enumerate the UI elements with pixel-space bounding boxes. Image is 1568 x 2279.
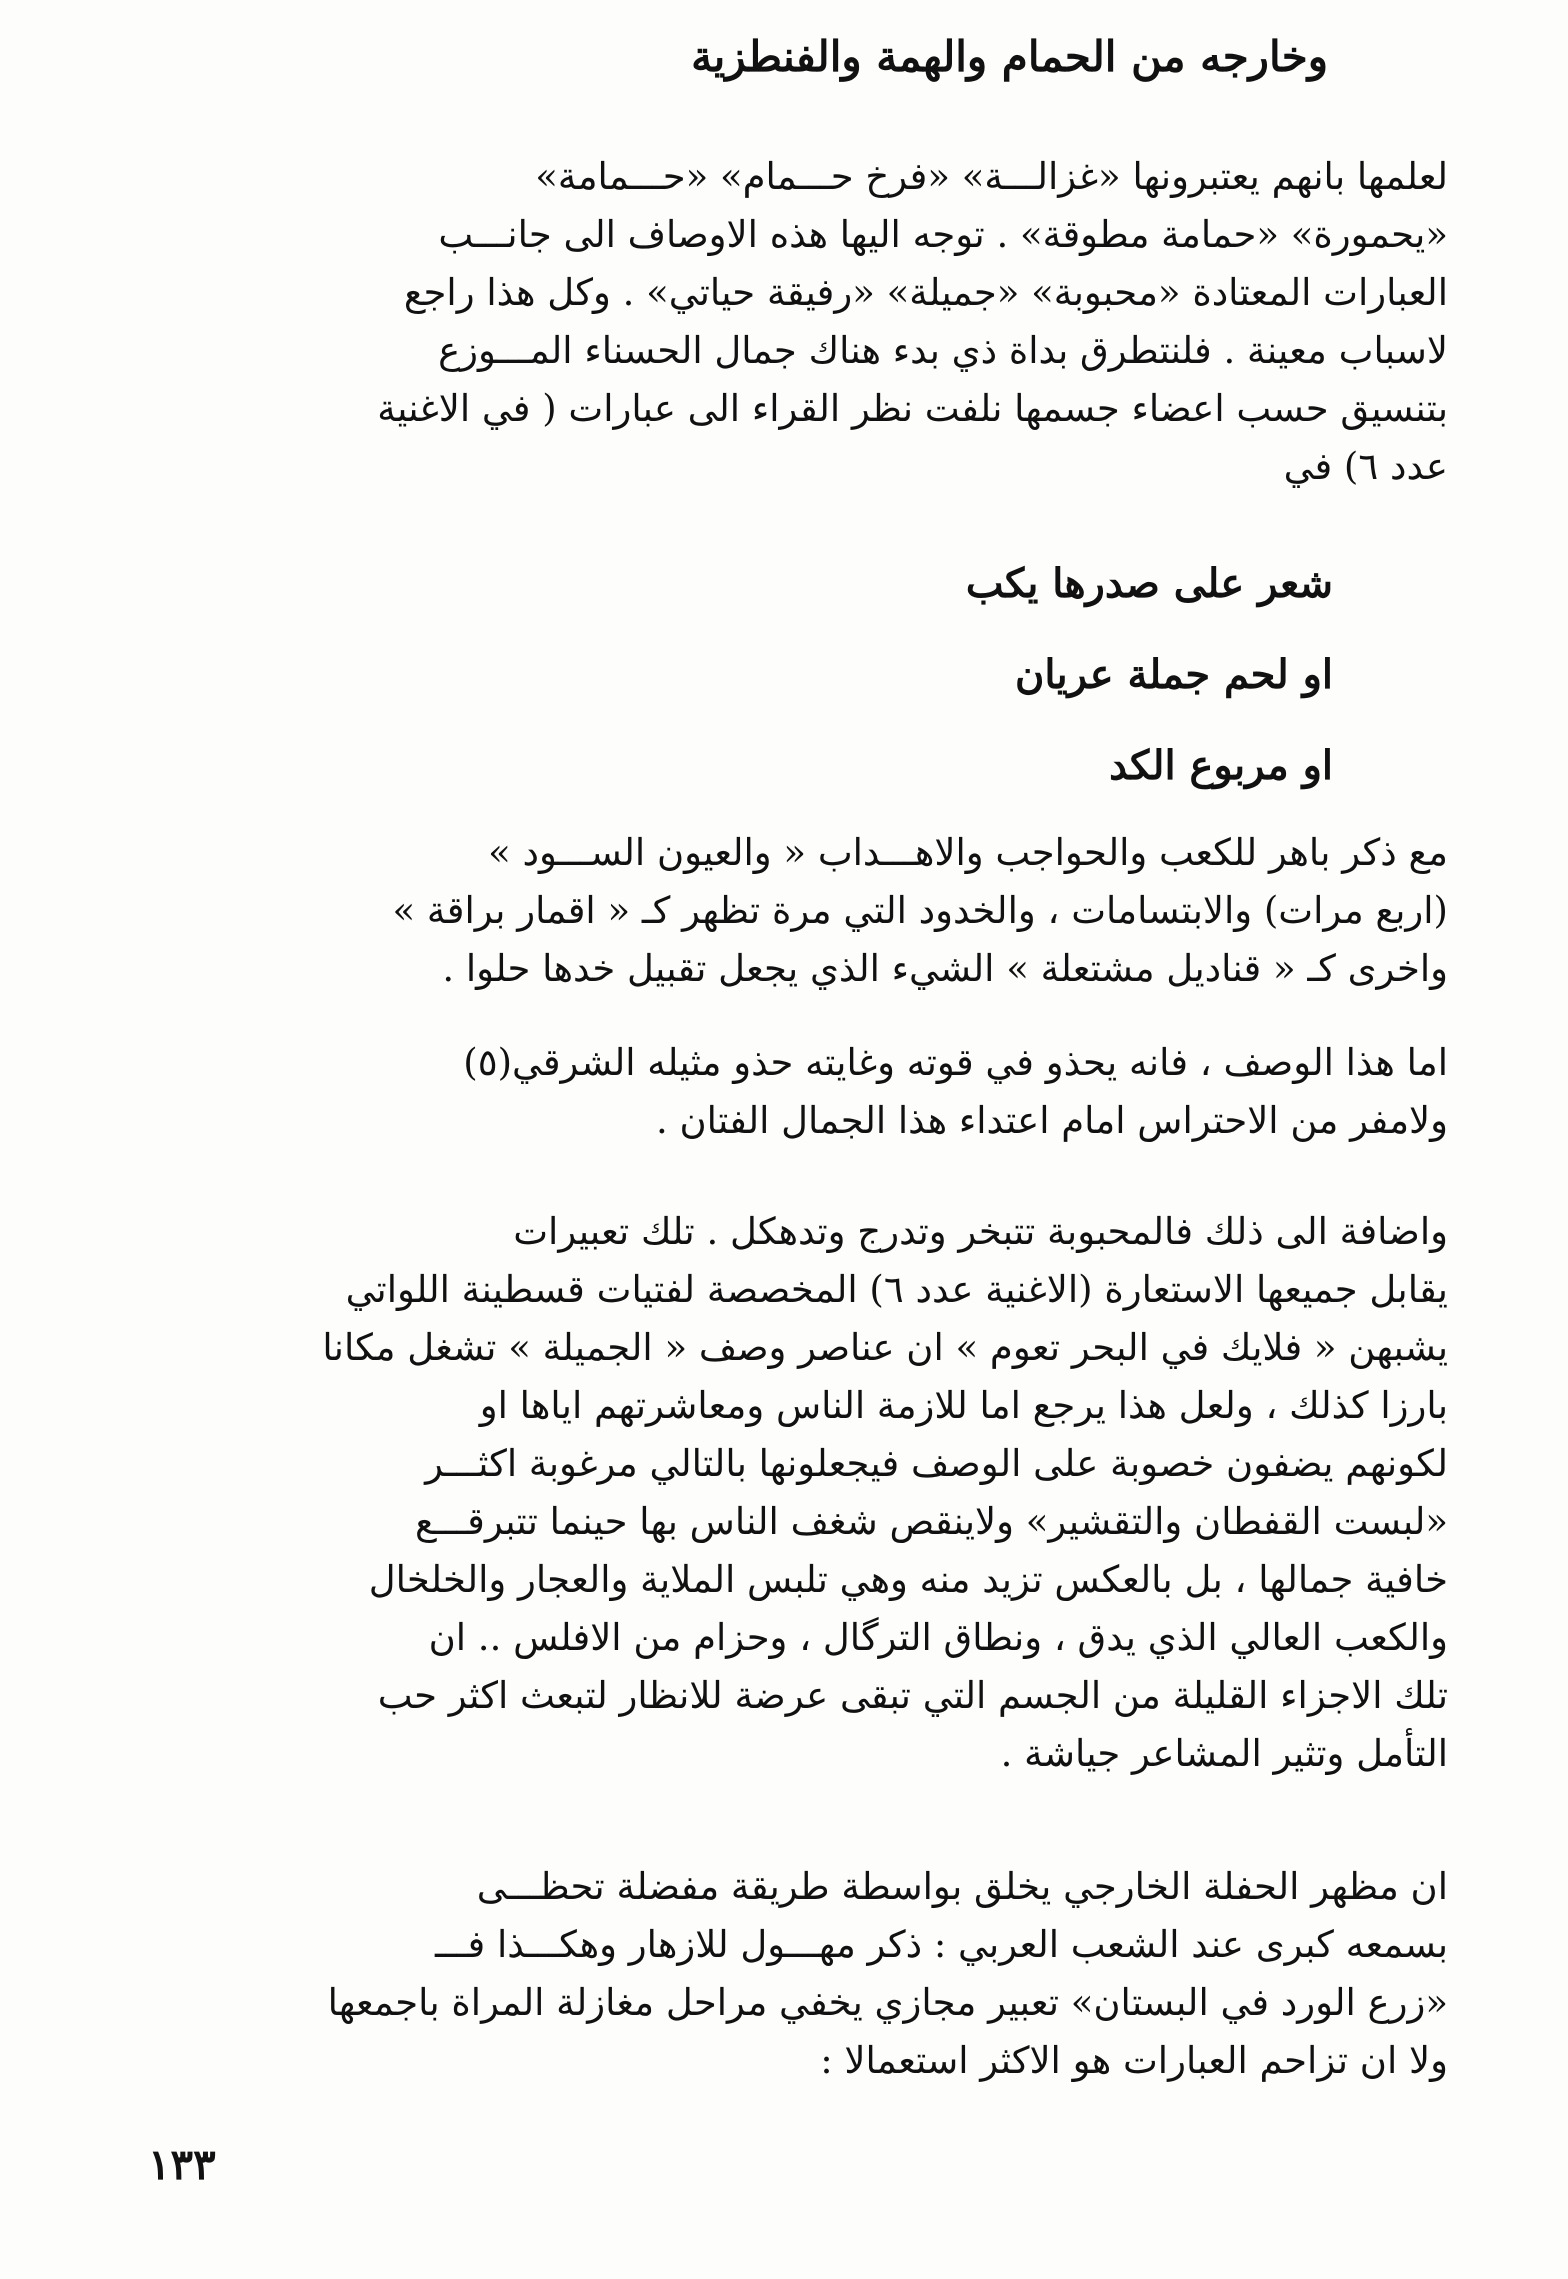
verse-block [966,538,1333,811]
verse-line: او لحم جملة عريان [1014,651,1333,698]
text-line: يقابل جميعها الاستعارة (الاغنية عدد ٦) المخصصة لفتيات قسطينة اللواتي [345,1268,1448,1311]
text-line: لكونهم يضفون خصوبة على الوصف فيجعلونها بالتالي مرغوبة اكثـــر [425,1442,1448,1485]
text-line: يشبهن « فلايك في البحر تعوم » ان عناصر وصف « الجميلة » تشغل مكانا [322,1326,1448,1369]
paragraph-3 [148,1034,1448,1150]
text-line: (اربع مرات) والابتسامات ، والخدود التي مرة تظهر كـ « اقمار براقة » [392,889,1448,932]
text-line: خافية جمالها ، بل بالعكس تزيد منه وهي تلبس الملاية والعجار والخلخال [368,1558,1448,1601]
running-header: وخارجه من الحمام والهمة والفنطزية [691,32,1328,81]
text-line: واضافة الى ذلك فالمحبوبة تتبخر وتدرج وتدهكل . تلك تعبيرات [513,1210,1448,1253]
page-number: ١٣٣ [148,2140,216,2189]
verse-line: او مربوع الكد [1109,742,1333,789]
paragraph-4 [148,1203,1448,1783]
text-line: ولامفر من الاحتراس امام اعتداء هذا الجمال الفتان . [655,1099,1448,1142]
text-line: ان مظهر الحفلة الخارجي يخلق بواسطة طريقة مفضلة تحظـــى [476,1865,1448,1908]
verse-line: شعر على صدرها يكب [965,560,1333,607]
text-line: عدد ٦) في [1283,445,1448,488]
text-line: واخرى كـ « قناديل مشتعلة » الشيء الذي يجعل تقبيل خدها حلوا . [442,947,1448,990]
text-line: والكعب العالي الذي يدق ، ونطاق الترگال ، وحزام من الافلس .. ان [428,1616,1448,1659]
text-line: مع ذكر باهر للكعب والحواجب والاهـــداب « والعيون الســـود » [488,831,1448,874]
text-line: بسمعه كبرى عند الشعب العربي : ذكر مهـــول للازهار وهكـــذا فـــ [435,1923,1448,1966]
text-line: تلك الاجزاء القليلة من الجسم التي تبقى عرضة للانظار لتبعث اكثر حب [377,1674,1448,1717]
text-line: «زرع الورد في البستان» تعبير مجازي يخفي مراحل مغازلة المراة باجمعها [327,1981,1448,2024]
text-line: «لبست القفطان والتقشير» ولاينقص شغف الناس بها حينما تتبرقـــع [414,1500,1448,1543]
text-line: لعلمها بانهم يعتبرونها «غزالـــة» «فرخ حـــمام» «حـــمامة» [535,155,1448,198]
text-line: التأمل وتثير المشاعر جياشة . [1000,1732,1448,1775]
paragraph-5 [148,1858,1448,2090]
paragraph-2 [148,824,1448,998]
text-line: «يحمورة» «حمامة مطوقة» . توجه اليها هذه الاوصاف الى جانـــب [438,213,1448,256]
text-line: ولا ان تزاحم العبارات هو الاكثر استعمالا : [820,2039,1448,2082]
text-line: لاسباب معينة . فلنتطرق بداة ذي بدء هناك جمال الحسناء المـــوزع [438,329,1448,372]
text-line: بارزا كذلك ، ولعل هذا يرجع اما للازمة الناس ومعاشرتهم اياها او [479,1384,1448,1427]
text-line: اما هذا الوصف ، فانه يحذو في قوته وغايته حذو مثيله الشرقي(٥) [463,1041,1448,1084]
text-line: بتنسيق حسب اعضاء جسمها نلفت نظر القراء الى عبارات ( في الاغنية [377,387,1448,430]
text-line: العبارات المعتادة «محبوبة» «جميلة» «رفيقة حياتي» . وكل هذا راجع [403,271,1448,314]
paragraph-1 [148,148,1448,496]
